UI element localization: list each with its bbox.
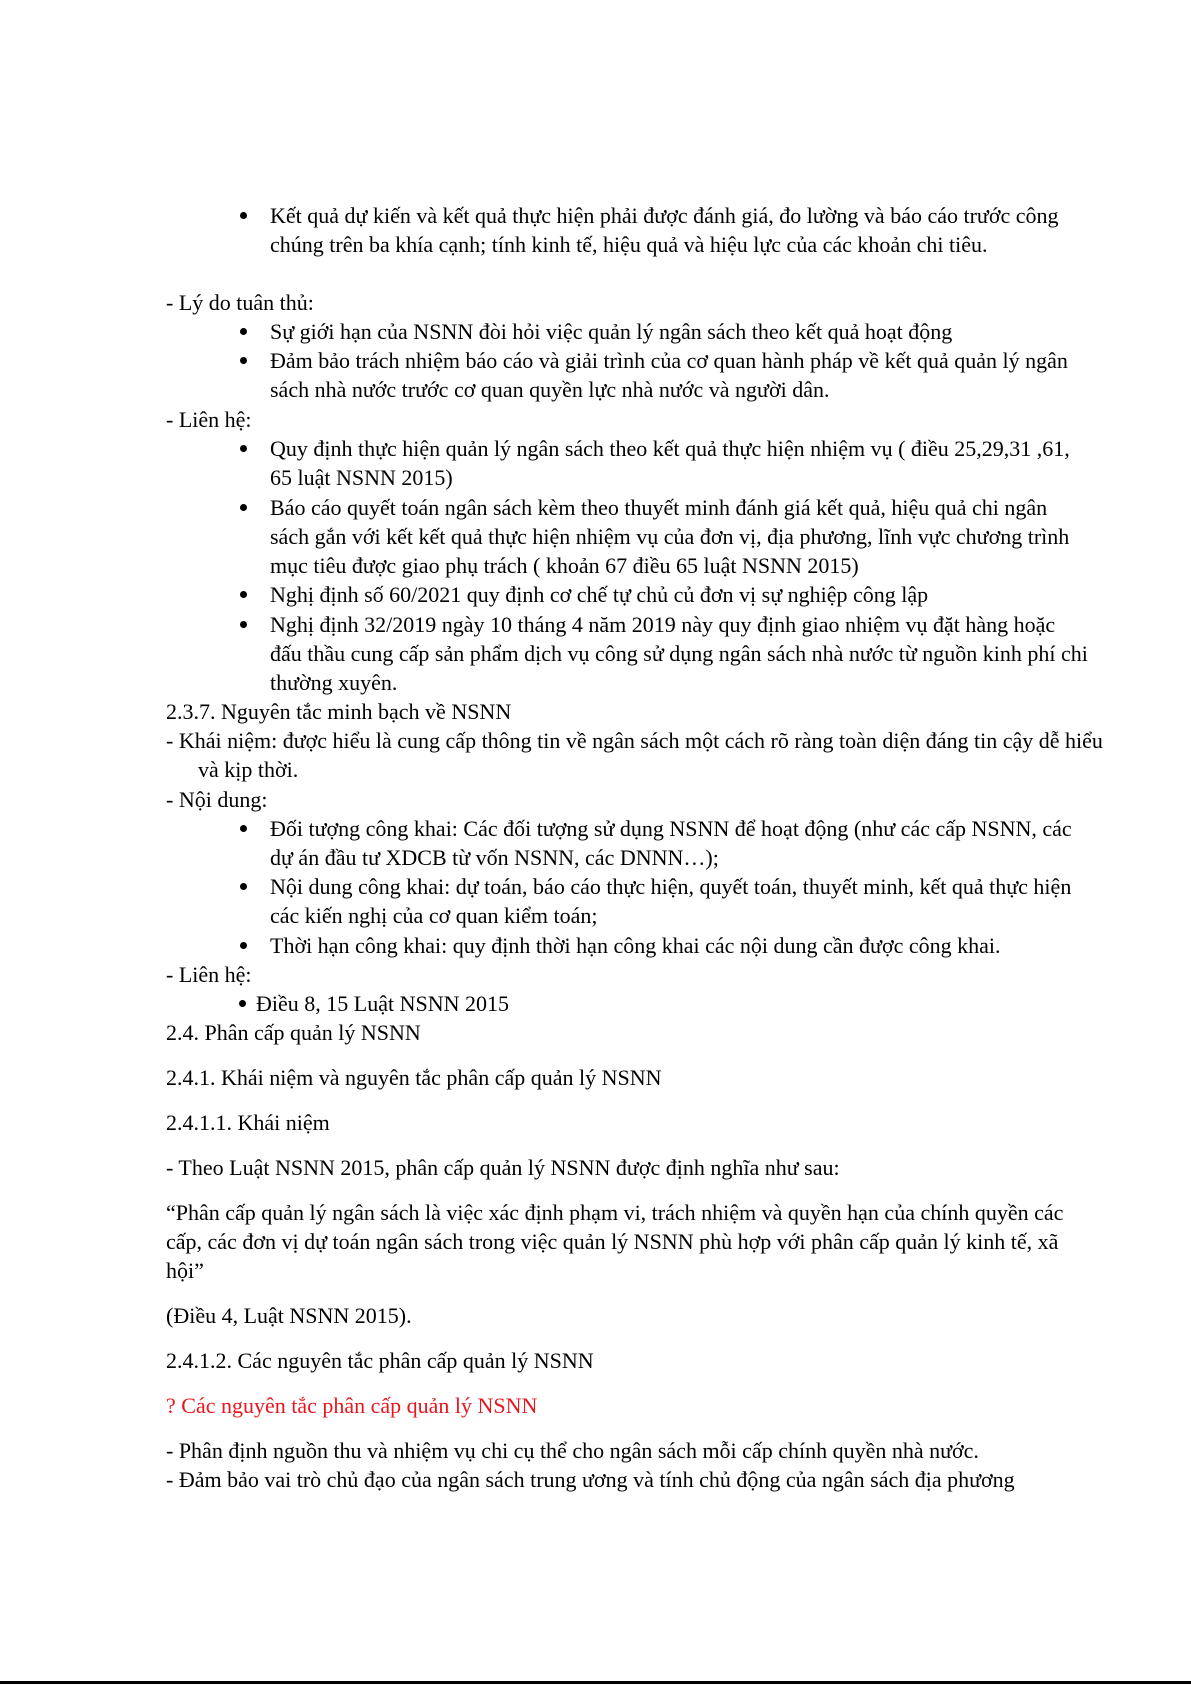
bullet-quy-dinh: Quy định thực hiện quản lý ngân sách theo kết quả thực hiện nhiệm vụ ( điều 25,29,31 ,61, 65 luật NSNN 2015) (270, 434, 1090, 492)
para-theo-luat: - Theo Luật NSNN 2015, phân cấp quản lý NSNN được định nghĩa như sau: (166, 1155, 840, 1180)
bullet-noi-dung-cong-khai: Nội dung công khai: dự toán, báo cáo thực hiện, quyết toán, thuyết minh, kết quả thực hiện các kiến nghị của cơ quan kiểm toán; (270, 872, 1090, 930)
bullet-bao-cao-quyet-toan: Báo cáo quyết toán ngân sách kèm theo thuyết minh đánh giá kết quả, hiệu quả chi ngân sách gắn với kết kết quả thực hiện nhiệm vụ của đơn vị, địa phương, lĩnh vực chương trình mục tiêu được giao phụ trách ( khoản 67 điều 65 luật NSNN 2015) (270, 493, 1090, 580)
para-dam-bao-vai-tro: - Đảm bảo vai trò chủ đạo của ngân sách trung ương và tính chủ động của ngân sách địa phương (166, 1467, 1015, 1492)
para-phan-dinh-nguon-thu: - Phân định nguồn thu và nhiệm vụ chi cụ thể cho ngân sách mỗi cấp chính quyền nhà nước. (166, 1438, 979, 1463)
bullet-dieu-8-15: Điều 8, 15 Luật NSNN 2015 (256, 989, 1076, 1018)
bullet-nghi-dinh-60: Nghị định số 60/2021 quy định cơ chế tự chủ củ đơn vị sự nghiệp công lập (270, 580, 1090, 609)
bullet-su-gioi-han: Sự giới hạn của NSNN đòi hỏi việc quản lý ngân sách theo kết quả hoạt động (270, 317, 1090, 346)
para-dieu-4: (Điều 4, Luật NSNN 2015). (166, 1303, 412, 1328)
bullet-dam-bao-trach-nhiem: Đảm bảo trách nhiệm báo cáo và giải trình của cơ quan hành pháp về kết quả quản lý ngân sách nhà nước trước cơ quan quyền lực nhà nước và người dân. (270, 346, 1090, 404)
section-2-4: 2.4. Phân cấp quản lý NSNN (166, 1020, 421, 1045)
para-khai-niem-minh-bach: - Khái niệm: được hiểu là cung cấp thông tin về ngân sách một cách rõ ràng toàn diện đáng tin cậy dễ hiểu và kịp thời. (166, 728, 1103, 782)
question-nguyen-tac: ? Các nguyên tắc phân cấp quản lý NSNN (166, 1393, 538, 1418)
heading-noi-dung: - Nội dung: (166, 787, 268, 812)
section-2-4-1-1: 2.4.1.1. Khái niệm (166, 1110, 330, 1135)
page-bottom-rule (0, 1681, 1191, 1684)
section-2-4-1-2: 2.4.1.2. Các nguyên tắc phân cấp quản lý NSNN (166, 1348, 594, 1373)
bullet-ket-qua-du-kien: Kết quả dự kiến và kết quả thực hiện phải được đánh giá, đo lường và báo cáo trước công chúng trên ba khía cạnh; tính kinh tế, hiệu quả và hiệu lực của các khoản chi tiêu. (270, 201, 1090, 259)
bullet-doi-tuong-cong-khai: Đối tượng công khai: Các đối tượng sử dụng NSNN để hoạt động (như các cấp NSNN, các dự án đầu tư XDCB từ vốn NSNN, các DNNN…); (270, 814, 1090, 872)
para-dinh-nghia-quote: “Phân cấp quản lý ngân sách là việc xác định phạm vi, trách nhiệm và quyền hạn của chính quyền các cấp, các đơn vị dự toán ngân sách trong việc quản lý NSNN phù hợp với phân cấp quản lý kinh tế, xã hội” (166, 1200, 1064, 1283)
section-2-4-1: 2.4.1. Khái niệm và nguyên tắc phân cấp quản lý NSNN (166, 1065, 662, 1090)
heading-lien-he-1: - Liên hệ: (166, 407, 252, 432)
section-2-3-7: 2.3.7. Nguyên tắc minh bạch về NSNN (166, 699, 512, 724)
heading-ly-do-tuan-thu: - Lý do tuân thủ: (166, 290, 314, 315)
heading-lien-he-2: - Liên hệ: (166, 962, 252, 987)
bullet-thoi-han-cong-khai: Thời hạn công khai: quy định thời hạn công khai các nội dung cần được công khai. (270, 931, 1090, 960)
bullet-nghi-dinh-32: Nghị định 32/2019 ngày 10 tháng 4 năm 2019 này quy định giao nhiệm vụ đặt hàng hoặc đấu thầu cung cấp sản phẩm dịch vụ công sử dụng ngân sách nhà nước từ nguồn kinh phí chi thường xuyên. (270, 610, 1090, 697)
